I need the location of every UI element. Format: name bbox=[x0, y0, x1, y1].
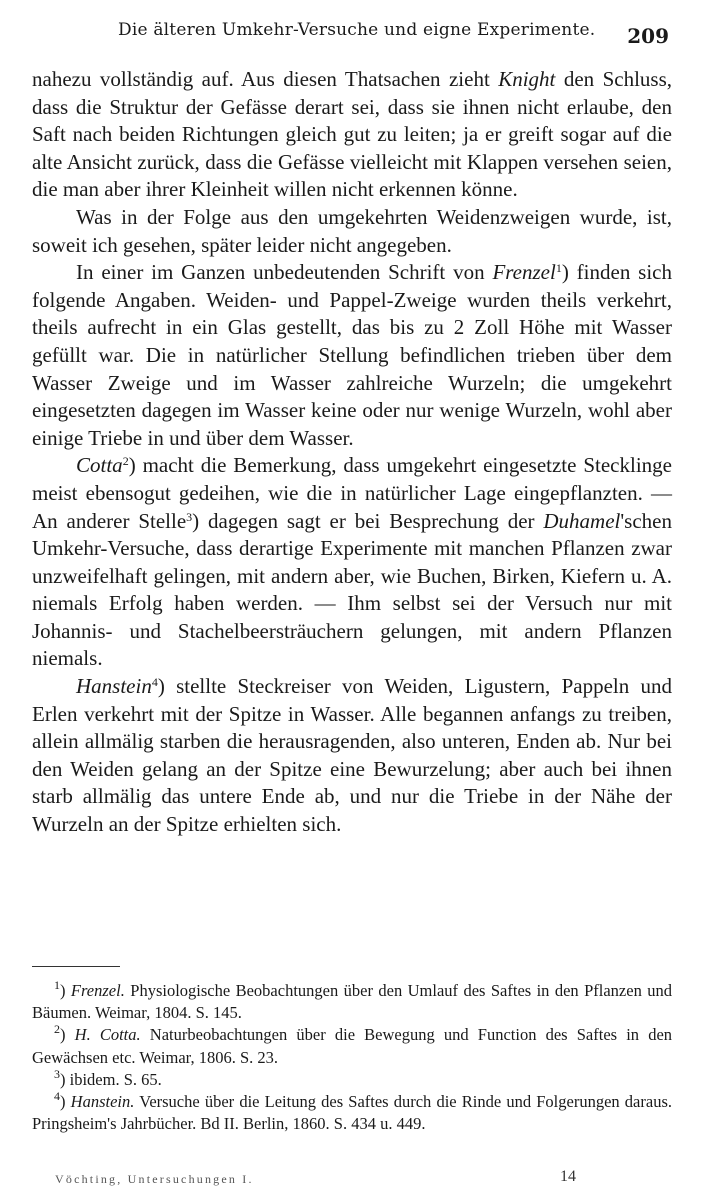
author-name-frenzel: Frenzel bbox=[492, 260, 556, 285]
paragraph-1: nahezu vollständig auf. Aus diesen Thatsachen zieht Knight den Schluss, dass die Struktur der Gefässe derart sei, dass sie ihnen nicht erlaube, den Saft nach beiden Richtungen gleich gut zu leiten; ja er greift sogar auf die alte Ansicht zurück, dass die Gefässe vielleicht mit Klappen versehen seien, die man aber ihrer Kleinheit willen nicht erkennen könne. bbox=[32, 67, 673, 202]
printer-signature: Vöchting, Untersuchungen I. bbox=[55, 1172, 254, 1186]
footnote-ref-2: 2 bbox=[122, 454, 129, 469]
author-name-cotta: Cotta bbox=[76, 453, 123, 478]
footnote-3: $^3$) ibidem. S. 65. bbox=[54, 1066, 162, 1089]
footnote-2: $^2$) H. Cotta. Naturbeobachtungen über die Bewegung und Function des Saftes in den Gewächsen etc. Weimar, 1806. S. 23. bbox=[32, 1022, 673, 1067]
footnote-4: $^4$) Hanstein. Versuche über die Leitung des Saftes durch die Rinde und Folgerungen daraus. Pringsheim's Jahrbücher. Bd II. Berlin, 1860. S. 434 u. 449. bbox=[32, 1089, 672, 1134]
footnote-ref-3: 3 bbox=[186, 509, 193, 524]
author-name-hanstein: Hanstein bbox=[76, 674, 152, 699]
signature-number: 14 bbox=[560, 1168, 576, 1185]
paragraph-4: Cotta$^2$) macht die Bemerkung, dass umgekehrt eingesetzte Stecklinge meist ebensogut gedeihen, wie die in natürlicher Lage eingepflanzten. — An anderer Stelle$^3$) dagegen sagt er bei Besprechung der Duhamel'schen Umkehr-Versuche, dass derartige Experimente mit manchen Pflanzen zwar unzweifelhaft gelingen, mit andern aber, wie Buchen, Birken, Kiefern u. A. niemals Erfolg haben werden. — Ihm selbst sei der Versuch nur mit Johannis- und Stachelbeersträuchern gelungen, mit andern Pflanzen niemals. bbox=[32, 453, 672, 671]
body-text bbox=[32, 66, 672, 839]
paragraph-3: In einer im Ganzen unbedeutenden Schrift von Frenzel$^1$) finden sich folgende Angaben. Weiden- und Pappel-Zweige wurden theils verkehrt, theils aufrecht in ein Glas gestellt, das bis zu 2 Zoll Höhe mit Wasser gefüllt war. Die in natürlicher Stellung befindlichen trieben über dem Wasser Zweige und im Wasser zahlreiche Wurzeln; die umgekehrt eingesetzten dagegen im Wasser keine oder nur wenige Wurzeln, wohl aber einige Triebe in und über dem Wasser. bbox=[32, 260, 672, 450]
footnote-ref-1: 1 bbox=[555, 261, 562, 276]
footnotes bbox=[32, 980, 672, 1135]
page-number: 209 bbox=[627, 24, 669, 48]
running-head: Die älteren Umkehr-Versuche und eigne Experimente. bbox=[118, 20, 596, 40]
footnote-1: $^1$) Frenzel. Physiologische Beobachtungen über den Umlauf des Saftes in den Pflanzen und Bäumen. Weimar, 1804. S. 145. bbox=[32, 978, 672, 1023]
page-header bbox=[0, 14, 707, 54]
footnote-divider bbox=[32, 966, 120, 967]
author-name-knight: Knight bbox=[498, 67, 556, 91]
paragraph-5: Hanstein$^4$) stellte Steckreiser von Weiden, Ligustern, Pappeln und Erlen verkehrt mit der Spitze in Wasser. Alle begannen anfangs zu treiben, allein allmälig starben die herausragenden, also unteren, Enden ab. Nur bei den Weiden gelang an der Spitze eine Bewurzelung; aber auch bei ihnen starb allmälig das untere Ende ab, und nur die Triebe in der Nähe der Wurzeln an der Spitze erhielten sich. bbox=[32, 674, 672, 837]
footnote-ref-4: 4 bbox=[151, 675, 158, 690]
author-name-duhamel: Duhamel bbox=[543, 508, 621, 533]
paragraph-2: Was in der Folge aus den umgekehrten Weidenzweigen wurde, ist, soweit ich gesehen, später leider nicht angegeben. bbox=[32, 204, 672, 257]
